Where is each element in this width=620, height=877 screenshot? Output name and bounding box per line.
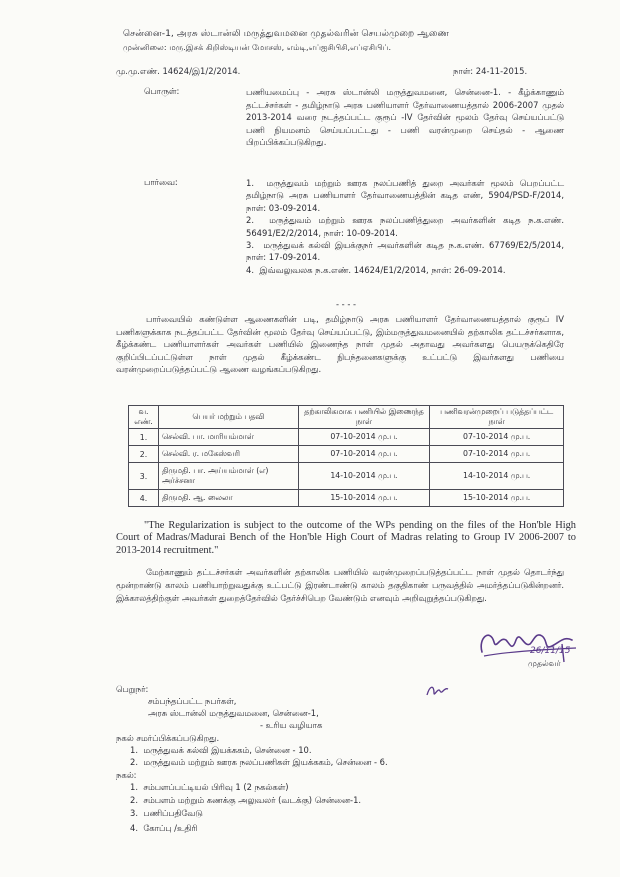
copy-item: 2. மருத்துவம் மற்றும் ஊரக நலப்பணிகள் இயக்ககம், சென்னை - 6.	[130, 757, 388, 767]
nakal-item: 4. கோப்பு /உதிரி	[130, 823, 198, 833]
regularization-table	[128, 405, 564, 507]
header-line-2: முன்னிலை: மரு.இசக் கிறிஸ்டியன் மோசஸ், எம்டி,எப்ஐசிபிசி,எப்ஏசிபிப்.	[123, 42, 392, 52]
col-header-regularized: பணிவரன்முறைப் படுத்தப்பட்ட நாள்	[430, 406, 564, 429]
cell-name: செல்வி. பா. மாரியம்மாள்	[158, 429, 298, 446]
cell-regularized: 14-10-2014 மு.ப.	[430, 463, 564, 490]
body-paragraph: பார்வையில் கண்டுள்ள ஆணைகளின் படி, தமிழ்நாடு அரசு பணியாளர் தேர்வாணையத்தால் குரூப் IV பணிகளுக்காக நடத்தப்பட்ட தேர்வின் மூலம் தேர்வு செய்யப்பட்டு, இம்மருத்துவமனையில் தற்காலிக தட்டச்சர்களாக, கீழ்க்கண்ட பணியாளர்கள் அவர்கள் பணியில் இணைந்த நாள் முதல் அதாவது அவர்களது பெயருக்கெதிரே குறிப்பிடப்பட்டுள்ள நாள் முதல் கீழ்க்கண்ட நிபந்தனைகளுக்கு உட்பட்டு இவர்களது பணியை வரன்முறைப்படுத்தப்பட்டு ஆணை வழங்கப்படுகிறது.	[116, 314, 564, 375]
cell-joined: 07-10-2014 மு.ப.	[298, 429, 430, 446]
ref-date: நாள்: 24-11-2015.	[453, 66, 528, 76]
reference-item: 3. மருத்துவக் கல்வி இயக்குநர் அவர்களின் கடித ந.க.எண். 67769/E2/5/2014, நாள்: 17-09-2014.	[246, 240, 564, 263]
reference-item: 1. மருத்துவம் மற்றும் ஊரக நலப்பணித் துறை அவர்கள் மூலம் பெறப்பட்ட தமிழ்நாடு அரசு பணியாளர் தேர்வாணையத்தின் கடித எண், 5904/PSD-F/2014, நாள்: 03-09-2014.	[246, 178, 564, 213]
table-row	[129, 429, 564, 446]
reference-item: 4. இவ்வலுவலக ந.க.எண். 14624/E1/2/2014, நாள்: 26-09-2014.	[246, 264, 506, 275]
body-paragraph-2: மேற்காணும் தட்டச்சர்கள் அவர்களின் தற்காலிக பணியில் வரன்முறைப்படுத்தப்பட்ட நாள் முதல் தொடர்ந்து மூன்றாண்டு காலம் பணியாற்றுவதுக்கு உட்பட்டு இரண்டாண்டு காலம் தகுதிகாண் பருவத்தில் அமர்த்தப்படுகின்றனர். இக்காலத்திற்குள் அவர்கள் துறைத்தேர்வில் தேர்ச்சிபெற வேண்டும் எனவும் அறிவுறுத்தப்படுகிறது.	[116, 567, 564, 603]
separator: - - - -	[336, 299, 357, 309]
cell-sn: 4.	[129, 490, 159, 507]
cell-joined: 14-10-2014 மு.ப.	[298, 463, 430, 490]
table-header-row	[129, 406, 564, 429]
ref-number: மு.மு.எண். 14624/இ1/2/2014.	[116, 66, 241, 76]
cell-name: செல்வி. ர. மகேஸ்வரி	[158, 446, 298, 463]
nakal-label: நகல்:	[116, 770, 137, 780]
table-row	[129, 463, 564, 490]
english-quote: "The Regularization is subject to the outcome of the WPs pending on the files of the Hon'ble High Court of Madras/Madurai Bench of the Hon'ble High Court of Madras relating to Group IV 2006-2007 to 2013-2014 recruitment."	[116, 520, 576, 556]
header-line-1: சென்னை-1, அரசு ஸ்டான்லி மருத்துவமனை முதல்வரின் செயல்முறை ஆணை	[123, 28, 450, 39]
nakal-item: 2. சம்பளம் மற்றும் கணக்கு அலுவலர் (வடக்கு) சென்னை-1.	[130, 795, 362, 805]
references-label: பார்வை:	[144, 177, 178, 187]
cell-sn: 3.	[129, 463, 159, 490]
cell-joined: 07-10-2014 மு.ப.	[298, 446, 430, 463]
subject-text: பணியமைப்பு - அரசு ஸ்டான்லி மருத்துவமனை, சென்னை-1. - கீழ்க்காணும் தட்டச்சர்கள் - தமிழ்நாடு அரசு பணியாளர் தேர்வாணையத்தால் 2006-2007 முதல் 2013-2014 வரை நடத்தப்பட்ட குரூப் -IV தேர்வின் மூலம் தேர்வு செய்யப்பட்டு பணி நியமனம் செய்யப்பட்டது - பணி வரன்முறை செய்தல் - ஆணை பிறப்பிக்கப்படுகிறது.	[246, 87, 564, 148]
col-header-joined: தற்காலிகமாக பணியில் இணைந்த நாள்	[298, 406, 430, 429]
cell-regularized: 07-10-2014 மு.ப.	[430, 446, 564, 463]
col-header-name: பெயர் மற்றும் பதவி	[158, 406, 298, 429]
cell-sn: 1.	[129, 429, 159, 446]
reference-item: 2. மருத்துவம் மற்றும் ஊரக நலப்பணித்துறை அவர்களின் கடித ந.க.எண். 56491/E2/2/2014, நாள்: 10-09-2014.	[246, 215, 565, 238]
references-list	[246, 177, 564, 276]
cell-regularized: 07-10-2014 மு.ப.	[430, 429, 564, 446]
signature-date: 26/11/15	[530, 646, 571, 656]
signature-title: முதல்வர்	[528, 659, 561, 668]
nakal-item: 3. பணிப்பதிவேடு	[130, 808, 203, 818]
nakal-item: 1. சம்பளப்பட்டியல் பிரிவு 1 (2 நகல்கள்)	[130, 782, 289, 792]
table-row	[129, 490, 564, 507]
initials-mark	[424, 683, 450, 701]
cell-name: திருமதி. பா. அய்யம்மாள் (எ) அர்ச்சனா	[158, 463, 298, 490]
cell-sn: 2.	[129, 446, 159, 463]
cell-regularized: 15-10-2014 மு.ப.	[430, 490, 564, 507]
copy-item: 1. மருத்துவக் கல்வி இயக்ககம், சென்னை - 10.	[130, 745, 312, 755]
recipients-line-2: அரசு ஸ்டான்லி மருத்துவமனை, சென்னை-1,	[148, 708, 319, 718]
table-row	[129, 446, 564, 463]
recipients-label: பெறுநர்:	[116, 684, 149, 694]
cell-joined: 15-10-2014 மு.ப.	[298, 490, 430, 507]
recipients-line-3: - உரிய வழியாக	[260, 720, 323, 730]
copies-label: நகல் சமர்ப்பிக்கப்படுகிறது.	[116, 733, 220, 743]
subject-label: பொருள்:	[144, 86, 180, 96]
cell-name: திருமதி. ஆ. லைலா	[158, 490, 298, 507]
col-header-sn: வ. எண்.	[129, 406, 159, 429]
recipients-line-1: சம்பந்தப்பட்ட நபர்கள்,	[148, 696, 237, 706]
